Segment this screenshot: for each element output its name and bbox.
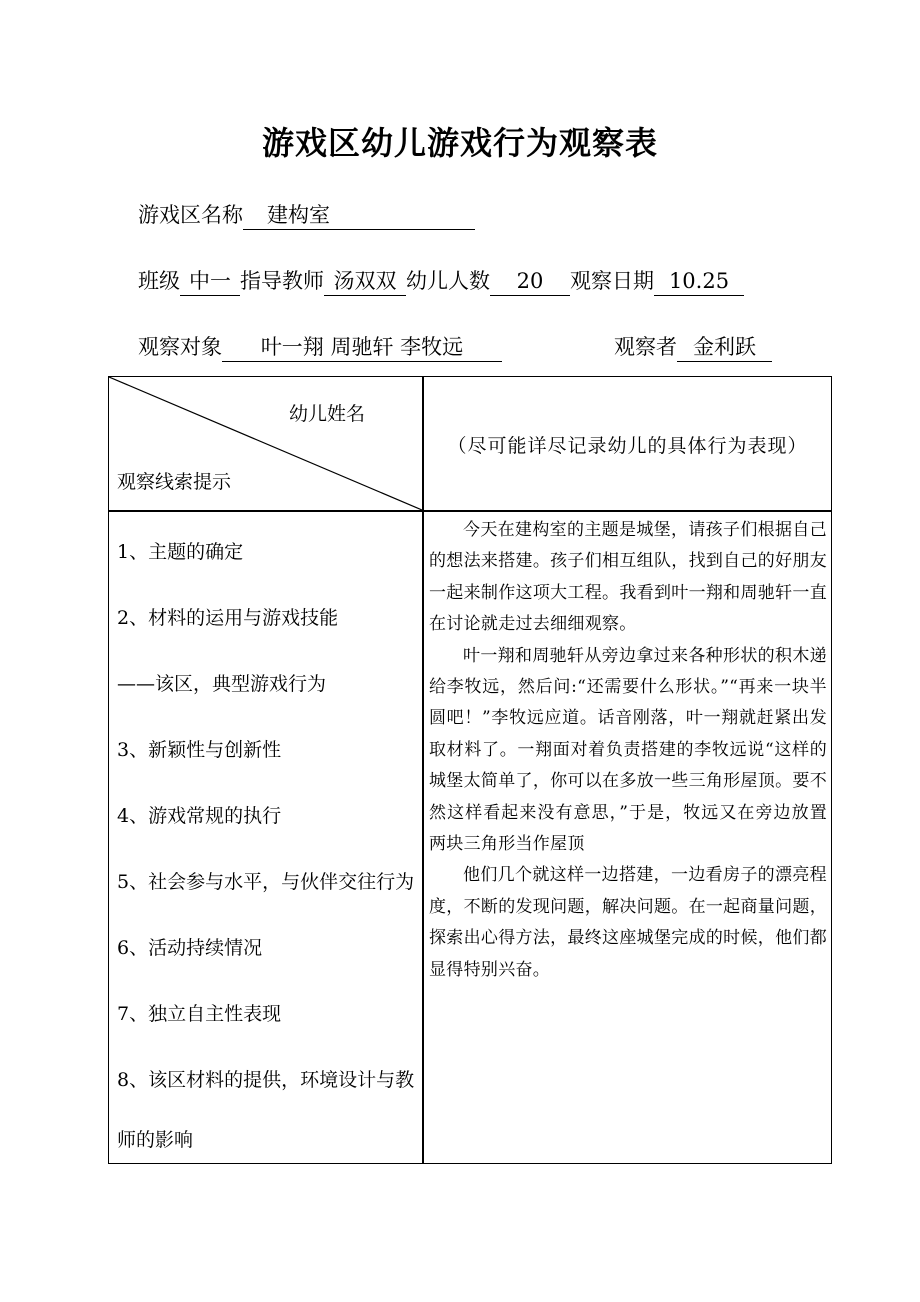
record-paragraph: 今天在建构室的主题是城堡，请孩子们根据自己的想法来搭建。孩子们相互组队，找到自己的好朋友一起来制作这项大工程。我看到叶一翔和周驰轩一直在讨论就走过去细细观察。 [429, 520, 827, 635]
behavior-record [429, 515, 827, 986]
class-field[interactable]: 中一 [180, 267, 240, 296]
cue-item: 4、游戏常规的执行 [117, 805, 282, 827]
observation-table [108, 376, 832, 1164]
cue-item: 1、主题的确定 [117, 541, 244, 563]
header-record-instruction: （尽可能详尽记录幼儿的具体行为表现） [447, 435, 808, 457]
cue-item: 8、该区材料的提供，环境设计与教 [117, 1069, 415, 1091]
header-child-name: 幼儿姓名 [289, 403, 366, 425]
header-cue-hint: 观察线索提示 [117, 471, 232, 493]
area-label: 游戏区名称 [138, 203, 243, 227]
class-label: 班级 [138, 269, 180, 293]
info-line-area [138, 200, 475, 230]
info-line-class [138, 266, 744, 296]
observer-field[interactable]: 金利跃 [677, 333, 772, 362]
record-paragraph: 叶一翔和周驰轩从旁边拿过来各种形状的积木递给李牧远，然后问:“还需要什么形状。”“再来一块半圆吧！”李牧远应道。话音刚落，叶一翔就赶紧出发取材料了。一翔面对着负责搭建的李牧远说“这样的城堡太简单了，你可以在多放一些三角形屋顶。要不然这样看起来没有意思，”于是，牧远又在旁边放置两块三角形当作屋顶 [429, 645, 827, 855]
info-line-target [138, 332, 788, 362]
observer-label: 观察者 [614, 335, 677, 359]
cue-item: 2、材料的运用与游戏技能 [117, 607, 339, 629]
count-label: 幼儿人数 [406, 269, 490, 293]
cue-item: 5、社会参与水平，与伙伴交往行为 [117, 871, 415, 893]
cue-item: ——该区，典型游戏行为 [117, 673, 327, 695]
cue-item: 7、独立自主性表现 [117, 1003, 282, 1025]
date-field[interactable]: 10.25 [654, 267, 744, 296]
row-divider [109, 510, 831, 512]
date-label: 观察日期 [570, 269, 654, 293]
page-title: 游戏区幼儿游戏行为观察表 [261, 124, 658, 162]
target-field[interactable]: 叶一翔 周驰轩 李牧远 [222, 333, 502, 362]
area-field[interactable]: 建构室 [243, 201, 475, 230]
cue-item: 师的影响 [117, 1129, 194, 1151]
teacher-field[interactable]: 汤双双 [324, 267, 406, 296]
cue-item: 6、活动持续情况 [117, 937, 263, 959]
column-divider [422, 377, 424, 1163]
cue-item: 3、新颖性与创新性 [117, 739, 282, 761]
record-paragraph: 他们几个就这样一边搭建，一边看房子的漂亮程度，不断的发现问题，解决问题。在一起商量问题，探索出心得方法，最终这座城堡完成的时候，他们都显得特别兴奋。 [429, 865, 827, 980]
count-field[interactable]: 20 [490, 267, 570, 296]
target-label: 观察对象 [138, 335, 222, 359]
teacher-label: 指导教师 [240, 269, 324, 293]
